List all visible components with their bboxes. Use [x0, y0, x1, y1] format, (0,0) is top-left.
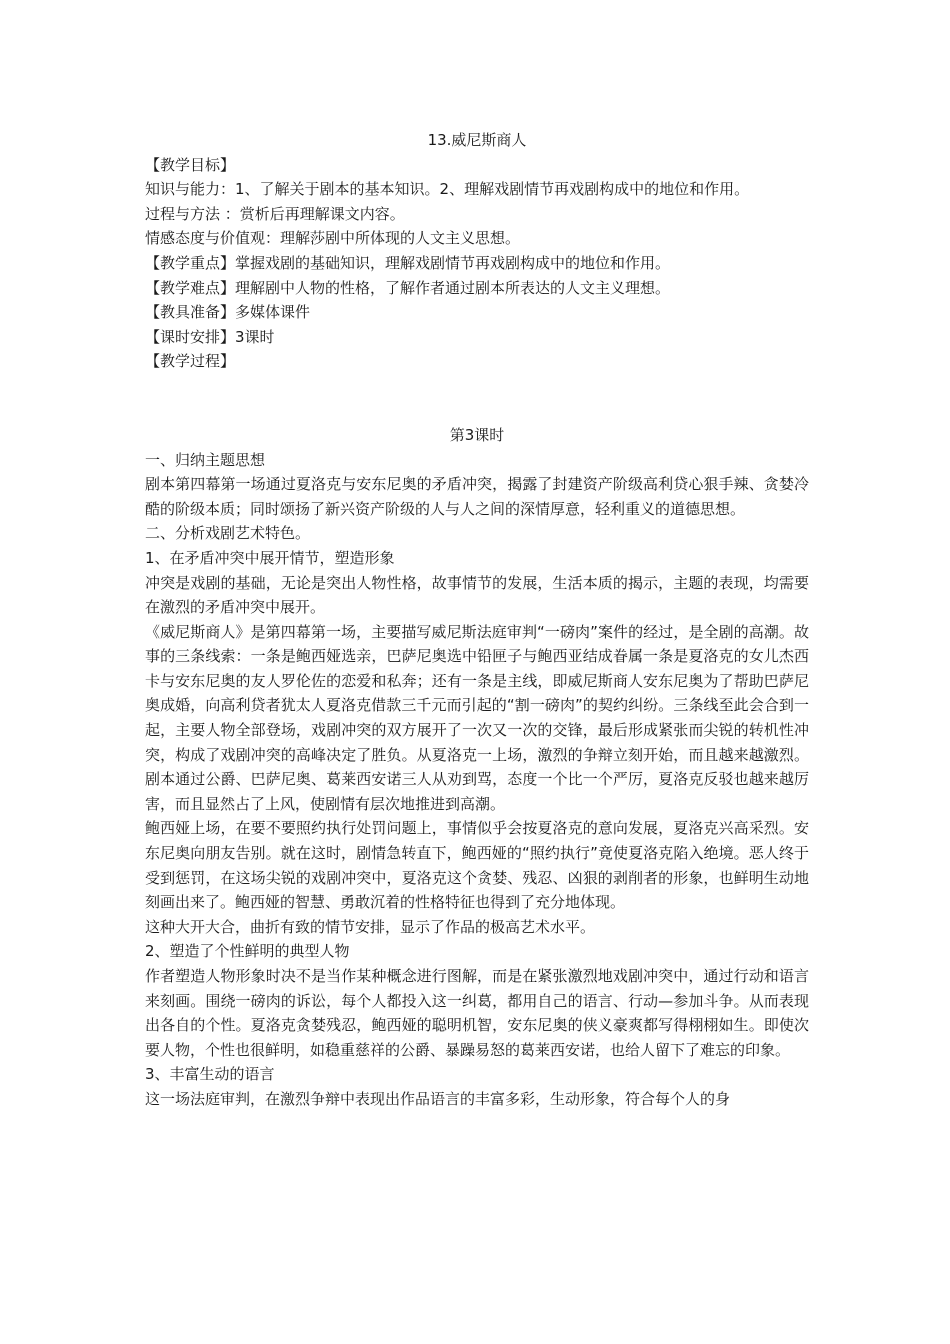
schedule-line: 【课时安排】3课时 — [145, 327, 275, 346]
knowledge-ability-line: 知识与能力：1、了解关于剧本的基本知识。2、理解戏剧情节再戏剧构成中的地位和作用。 — [145, 180, 750, 199]
key-points-line: 【教学重点】掌握戏剧的基础知识，理解戏剧情节再戏剧构成中的地位和作用。 — [145, 253, 671, 272]
process-method-line: 过程与方法 ：赏析后再理解课文内容。 — [145, 204, 405, 223]
document-title: 13.威尼斯商人 — [427, 131, 527, 149]
document-body — [145, 128, 809, 1112]
emotion-values-line: 情感态度与价值观：理解莎剧中所体现的人文主义思想。 — [145, 229, 521, 248]
point3-paragraph: 这一场法庭审判，在激烈争辩中表现出作品语言的丰富多彩，生动形象，符合每个人的身 — [145, 1089, 731, 1108]
section1-heading: 一、归纳主题思想 — [145, 450, 266, 469]
point1-paragraph-3: 鲍西娅上场，在要不要照约执行处罚问题上，事情似乎会按夏洛克的意向发展，夏洛克兴高采烈。安东尼奥向朋友告别。就在这时，剧情急转直下，鲍西娅的“照约执行”竟使夏洛克陷入绝境。恶人终于受到惩罚，在这场尖锐的戏剧冲突中，夏洛克这个贪婪、残忍、凶狠的剥削者的形象，也鲜明生动地刻画出来了。鲍西娅的智慧、勇敢沉着的性格特征也得到了充分地体现。 — [145, 819, 809, 912]
objectives-heading: 【教学目标】 — [145, 155, 236, 174]
point1-paragraph-4: 这种大开大合，曲折有致的情节安排，显示了作品的极高艺术水平。 — [145, 917, 596, 936]
difficulties-line: 【教学难点】理解剧中人物的性格，了解作者通过剧本所表达的人文主义理想。 — [145, 278, 671, 297]
point1-paragraph-2: 《威尼斯商人》是第四幕第一场，主要描写威尼斯法庭审判“一磅肉”案件的经过，是全剧的高潮。故事的三条线索：一条是鲍西娅选亲，巴萨尼奥选中铅匣子与鲍西亚结成眷属一条是夏洛克的女儿杰西卡与安东尼奥的友人罗伦佐的恋爱和私奔；还有一条是主线，即威尼斯商人安东尼奥为了帮助巴萨尼奥成婚，向高利贷者犹太人夏洛克借款三千元而引起的“割一磅肉”的契约纠纷。三条线至此会合到一起，主要人物全部登场，戏剧冲突的双方展开了一次又一次的交锋，最后形成紧张而尖锐的转机性冲突，构成了戏剧冲突的高峰决定了胜负。从夏洛克一上场，激烈的争辩立刻开始，而且越来越激烈。剧本通过公爵、巴萨尼奥、葛莱西安诺三人从劝到骂，态度一个比一个严厉，夏洛克反驳也越来越厉害，而且显然占了上风，使剧情有层次地推进到高潮。 — [145, 622, 809, 813]
point1-heading: 1、在矛盾冲突中展开情节，塑造形象 — [145, 548, 395, 567]
lesson-heading: 第3课时 — [449, 425, 505, 444]
point2-paragraph: 作者塑造人物形象时决不是当作某种概念进行图解，而是在紧张激烈地戏剧冲突中，通过行动和语言来刻画。围绕一磅肉的诉讼，每个人都投入这一纠葛，都用自己的语言、行动—参加斗争。从而表现出各自的个性。夏洛克贪婪残忍，鲍西娅的聪明机智，安东尼奥的侠义豪爽都写得栩栩如生。即使次要人物，个性也很鲜明，如稳重慈祥的公爵、暴躁易怒的葛莱西安诺，也给人留下了难忘的印象。 — [145, 967, 809, 1059]
point1-paragraph-1: 冲突是戏剧的基础，无论是突出人物性格，故事情节的发展，生活本质的揭示，主题的表现，均需要在激烈的矛盾冲突中展开。 — [145, 573, 809, 617]
spacer — [145, 374, 809, 423]
point2-heading: 2、塑造了个性鲜明的典型人物 — [145, 942, 350, 961]
section1-paragraph: 剧本第四幕第一场通过夏洛克与安东尼奥的矛盾冲突，揭露了封建资产阶级高利贷心狠手辣、贪婪冷酷的阶级本质；同时颂扬了新兴资产阶级的人与人之间的深情厚意，轻利重义的道德思想。 — [145, 475, 809, 518]
process-heading: 【教学过程】 — [145, 352, 236, 371]
point3-heading: 3、丰富生动的语言 — [145, 1065, 275, 1084]
materials-line: 【教具准备】多媒体课件 — [145, 303, 311, 322]
section2-heading: 二、分析戏剧艺术特色。 — [145, 524, 311, 543]
